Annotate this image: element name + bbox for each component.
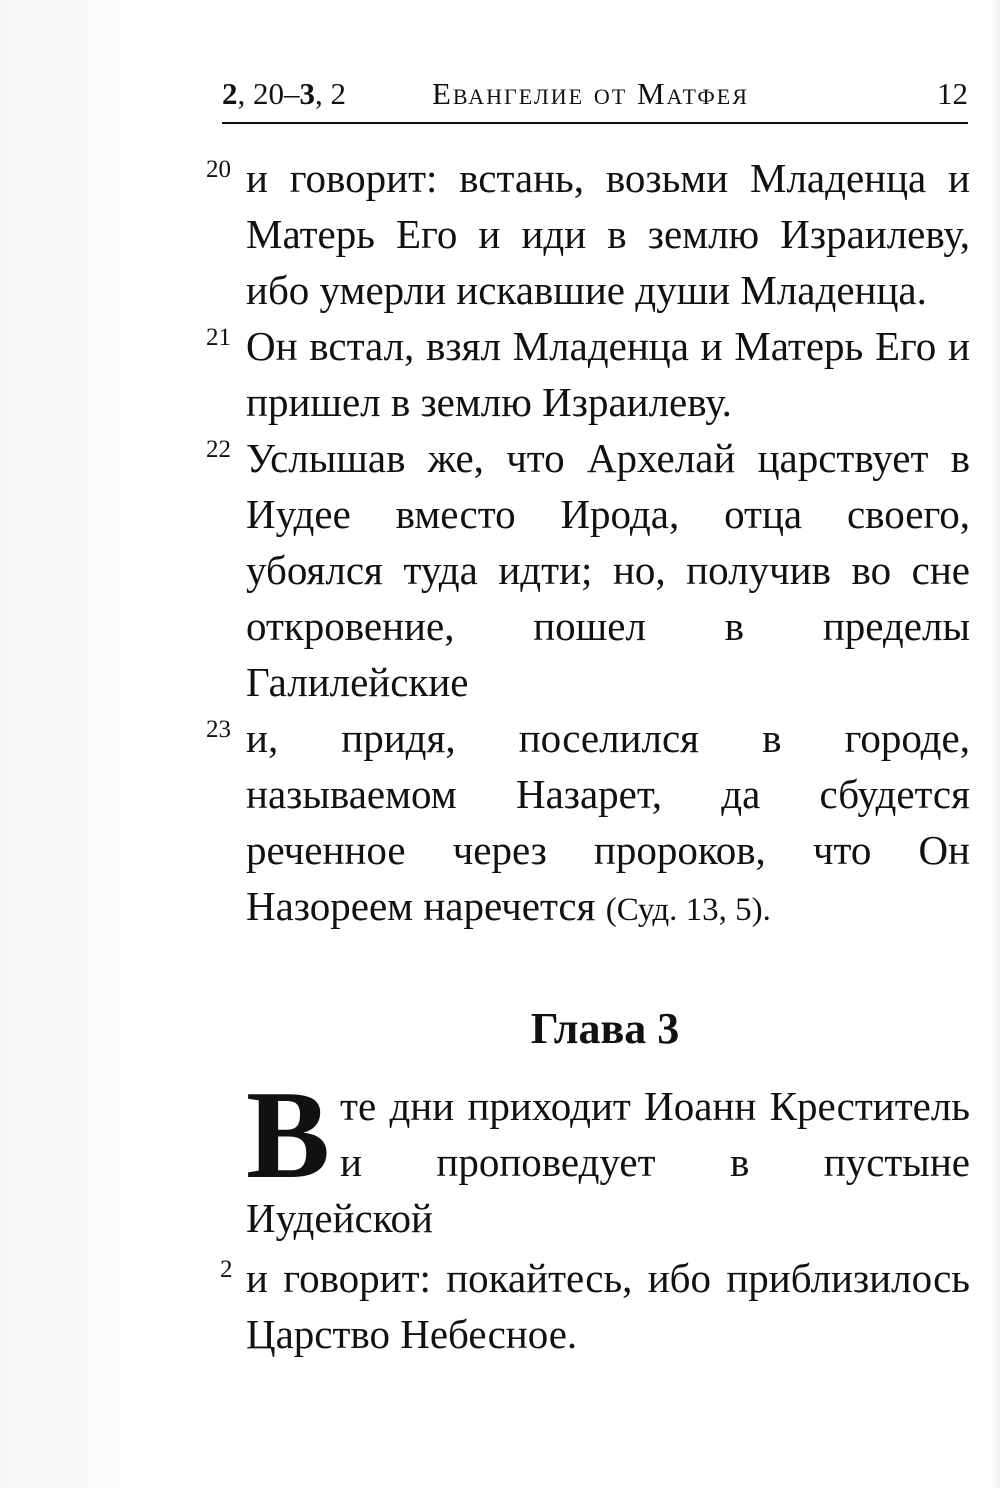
verse-text: и говорит: встань, возьми Младенца и Матерь Его и иди в землю Израилеву, ибо умерли искавшие души Младенца. <box>246 155 970 313</box>
drop-cap: В <box>246 1066 331 1205</box>
verse-2 <box>200 1250 970 1362</box>
verse-text: Услышав же, что Архелай царствует в Иудее вместо Ирода, отца своего, убоялся туда идти; но, получив во сне откровение, пошел в пределы Галилейские <box>246 435 970 705</box>
page-number: 12 <box>937 76 968 111</box>
running-head-title: Евангелие от Матфея <box>432 76 749 111</box>
verse-text: и, придя, поселился в городе, называемом Назарет, да сбудется реченное через пророков, что Он Назореем наречется <box>246 715 970 929</box>
verse-number: 20 <box>206 156 231 183</box>
chapter-title: Глава 3 <box>530 1004 680 1053</box>
running-head-reference: 2, 20–3, 2 <box>222 76 346 111</box>
verse-number: 21 <box>206 324 231 351</box>
verse-text: Он встал, взял Младенца и Матерь Его и пришел в землю Израилеву. <box>246 323 970 425</box>
body-text <box>200 150 970 1362</box>
verse-text: и говорит: покайтесь, ибо приблизилось Царство Небесное. <box>246 1255 970 1357</box>
verse-22 <box>200 430 970 710</box>
scripture-citation: (Суд. 13, 5). <box>605 892 771 928</box>
verse-23 <box>200 710 970 938</box>
verse-number: 23 <box>206 716 231 743</box>
page-edge <box>990 0 1000 1488</box>
verse-1 <box>200 1066 970 1246</box>
verse-21 <box>200 318 970 430</box>
verse-20 <box>200 150 970 318</box>
verse-number: 22 <box>206 436 231 463</box>
verse-number: 2 <box>220 1256 233 1283</box>
verse-text: те дни приходит Иоанн Креститель и проповедует в пустыне Иудейской <box>246 1083 970 1241</box>
page-gutter-shadow <box>0 0 145 1488</box>
running-head <box>222 70 968 124</box>
